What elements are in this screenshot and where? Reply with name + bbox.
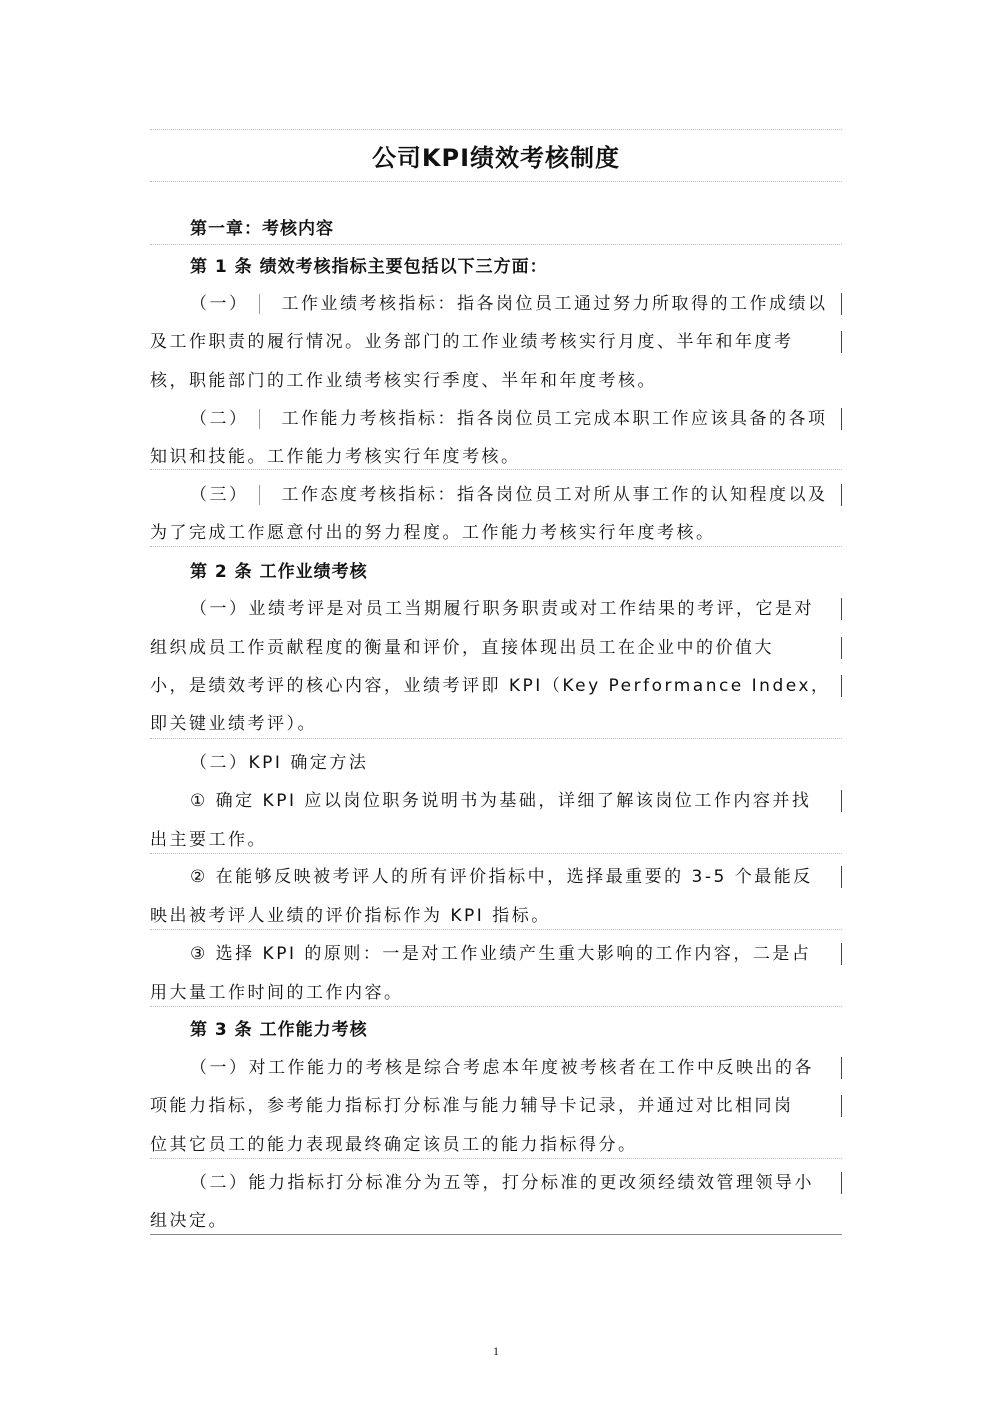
paragraph-line: （二）KPI 确定方法 — [190, 753, 369, 773]
line-text: 工作态度考核指标：指各岗位员工对所从事工作的认知程度以及 — [281, 485, 828, 505]
line-separator — [150, 546, 842, 547]
line-text: 工作业绩考核指标：指各岗位员工通过努力所取得的工作成绩以 — [281, 294, 828, 314]
paragraph-line: （二）能力指标打分标准分为五等，打分标准的更改须经绩效管理领导小 — [150, 1164, 842, 1202]
tab-marker — [259, 294, 260, 314]
page-number: 1 — [493, 1344, 499, 1358]
paragraph-line: 位其它员工的能力表现最终确定该员工的能力指标得分。 — [150, 1135, 638, 1155]
line-separator — [150, 853, 842, 854]
list-item-line: 映出被考评人业绩的评价指标作为 KPI 指标。 — [150, 906, 551, 926]
document-title: 公司KPI绩效考核制度 — [371, 144, 621, 172]
paragraph-line: 知识和技能。工作能力考核实行年度考核。 — [150, 447, 521, 467]
title-rule — [150, 181, 842, 182]
line-separator — [150, 469, 842, 470]
item-number: （一） — [190, 294, 249, 314]
article-3-heading: 第 3 条 工作能力考核 — [190, 1020, 368, 1040]
paragraph-line: 即关键业绩考评）。 — [150, 714, 317, 734]
item-number: （二） — [190, 409, 249, 429]
paragraph-line: 小，是绩效考评的核心内容，业绩考评即 KPI（Key Performance Index， — [150, 667, 842, 705]
line-separator — [150, 929, 842, 930]
paragraph-line: 组决定。 — [150, 1211, 228, 1231]
list-item-line: ② 在能够反映被考评人的所有评价指标中，选择最重要的 3-5 个最能反 — [150, 858, 842, 896]
paragraph-line — [150, 400, 842, 438]
line-separator — [150, 1006, 842, 1007]
item-number: （三） — [190, 485, 249, 505]
list-item-line: ③ 选择 KPI 的原则：一是对工作业绩产生重大影响的工作内容，二是占 — [150, 935, 842, 973]
paragraph-line: 及工作职责的履行情况。业务部门的工作业绩考核实行月度、半年和年度考 — [150, 323, 842, 361]
paragraph-line: （一）对工作能力的考核是综合考虑本年度被考核者在工作中反映出的各 — [150, 1049, 842, 1087]
chapter-heading: 第一章：考核内容 — [190, 219, 334, 239]
article-1-heading: 第 1 条 绩效考核指标主要包括以下三方面： — [190, 257, 548, 277]
paragraph-line: （一）业绩考评是对员工当期履行职务职责或对工作结果的考评，它是对 — [150, 590, 842, 628]
line-text: 工作能力考核指标：指各岗位员工完成本职工作应该具备的各项 — [281, 409, 828, 429]
line-separator — [150, 1158, 842, 1159]
line-separator — [150, 738, 842, 739]
list-item-line: 用大量工作时间的工作内容。 — [150, 983, 404, 1003]
article-2-heading: 第 2 条 工作业绩考核 — [190, 562, 368, 582]
paragraph-line: 项能力指标，参考能力指标打分标准与能力辅导卡记录，并通过对比相同岗 — [150, 1087, 842, 1125]
paragraph-line — [150, 285, 842, 323]
tab-marker — [259, 409, 260, 429]
line-separator — [150, 244, 842, 245]
bottom-rule — [150, 1234, 842, 1235]
list-item-line: ① 确定 KPI 应以岗位职务说明书为基础，详细了解该岗位工作内容并找 — [150, 782, 842, 820]
paragraph-line: 为了完成工作愿意付出的努力程度。工作能力考核实行年度考核。 — [150, 523, 716, 543]
list-item-line: 出主要工作。 — [150, 830, 267, 850]
tab-marker — [259, 485, 260, 505]
paragraph-line: 核，职能部门的工作业绩考核实行季度、半年和年度考核。 — [150, 371, 657, 391]
top-rule — [150, 129, 842, 130]
paragraph-line: 组织成员工作贡献程度的衡量和评价，直接体现出员工在企业中的价值大 — [150, 629, 842, 667]
paragraph-line — [150, 476, 842, 514]
